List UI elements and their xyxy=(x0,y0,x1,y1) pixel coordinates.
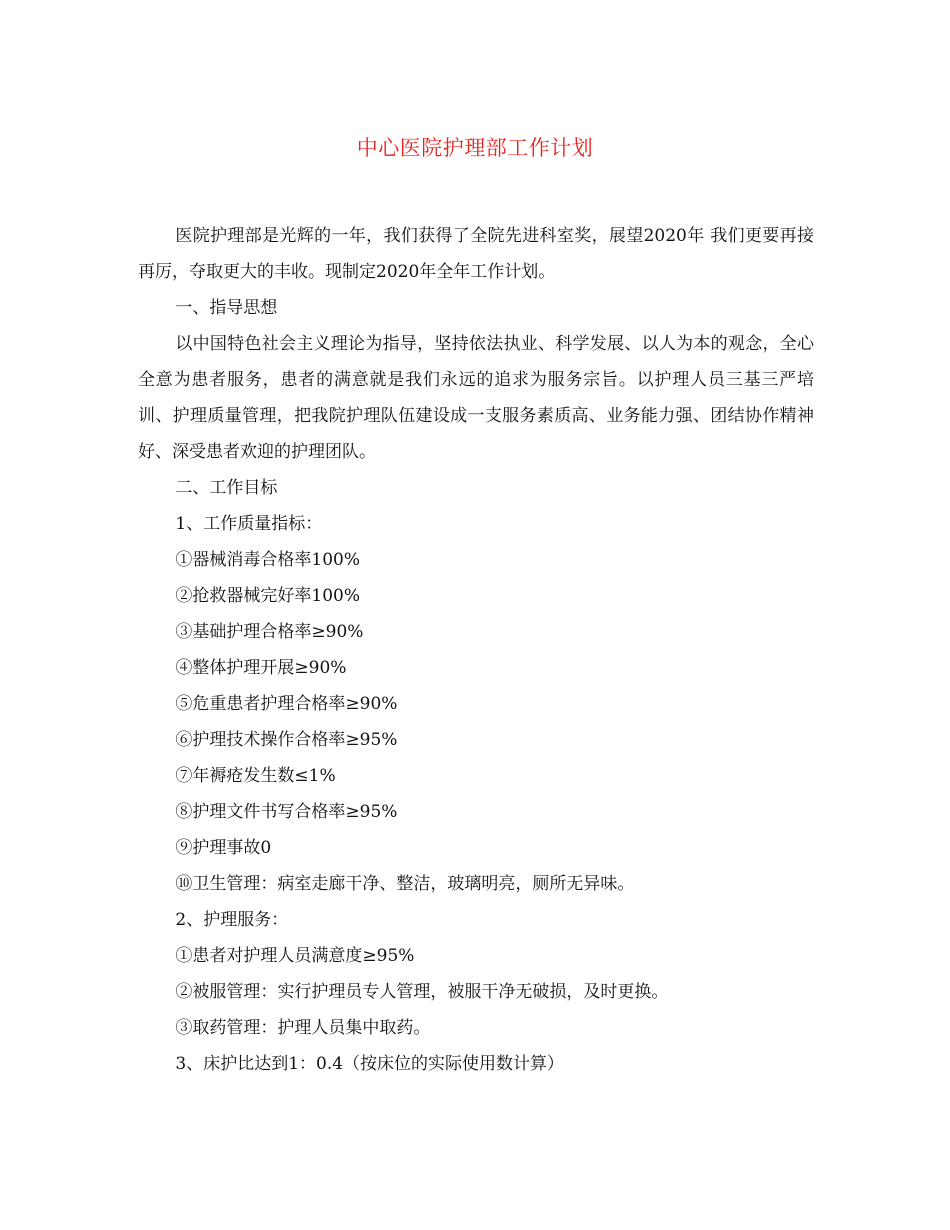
list-item: ③基础护理合格率≥90% xyxy=(175,622,364,642)
list-item: ④整体护理开展≥90% xyxy=(175,658,347,678)
list-item: ⑨护理事故0 xyxy=(175,838,272,858)
list-item: ⑧护理文件书写合格率≥95% xyxy=(175,802,398,822)
subsection-heading: 3、床护比达到1：0.4（按床位的实际使用数计算） xyxy=(175,1054,565,1074)
document-body xyxy=(138,218,814,1082)
subsection-heading: 1、工作质量指标： xyxy=(175,514,323,534)
list-item: ⑤危重患者护理合格率≥90% xyxy=(175,694,398,714)
section-heading: 二、工作目标 xyxy=(175,478,278,498)
section-heading: 一、指导思想 xyxy=(175,298,278,318)
paragraph-intro: 医院护理部是光辉的一年，我们获得了全院先进科室奖，展望2020年 我们更要再接再厉，夺取更大的丰收。现制定2020年全年工作计划。 xyxy=(138,226,814,282)
subsection-heading: 2、护理服务： xyxy=(175,910,289,930)
document-title: 中心医院护理部工作计划 xyxy=(356,136,594,160)
list-item: ⑩卫生管理：病室走廊干净、整洁，玻璃明亮，厕所无异味。 xyxy=(175,874,635,894)
list-item: ①器械消毒合格率100% xyxy=(175,550,360,570)
paragraph-guidance: 以中国特色社会主义理论为指导，坚持依法执业、科学发展、以人为本的观念，全心全意为患者服务，患者的满意就是我们永远的追求为服务宗旨。以护理人员三基三严培训、护理质量管理，把我院护理队伍建设成一支服务素质高、业务能力强、团结协作精神好、深受患者欢迎的护理团队。 xyxy=(138,334,814,462)
list-item: ③取药管理：护理人员集中取药。 xyxy=(175,1018,431,1038)
list-item: ②被服管理：实行护理员专人管理，被服干净无破损，及时更换。 xyxy=(175,982,669,1002)
list-item: ⑥护理技术操作合格率≥95% xyxy=(175,730,398,750)
list-item: ①患者对护理人员满意度≥95% xyxy=(175,946,415,966)
list-item: ②抢救器械完好率100% xyxy=(175,586,360,606)
list-item: ⑦年褥疮发生数≤1% xyxy=(175,766,336,786)
